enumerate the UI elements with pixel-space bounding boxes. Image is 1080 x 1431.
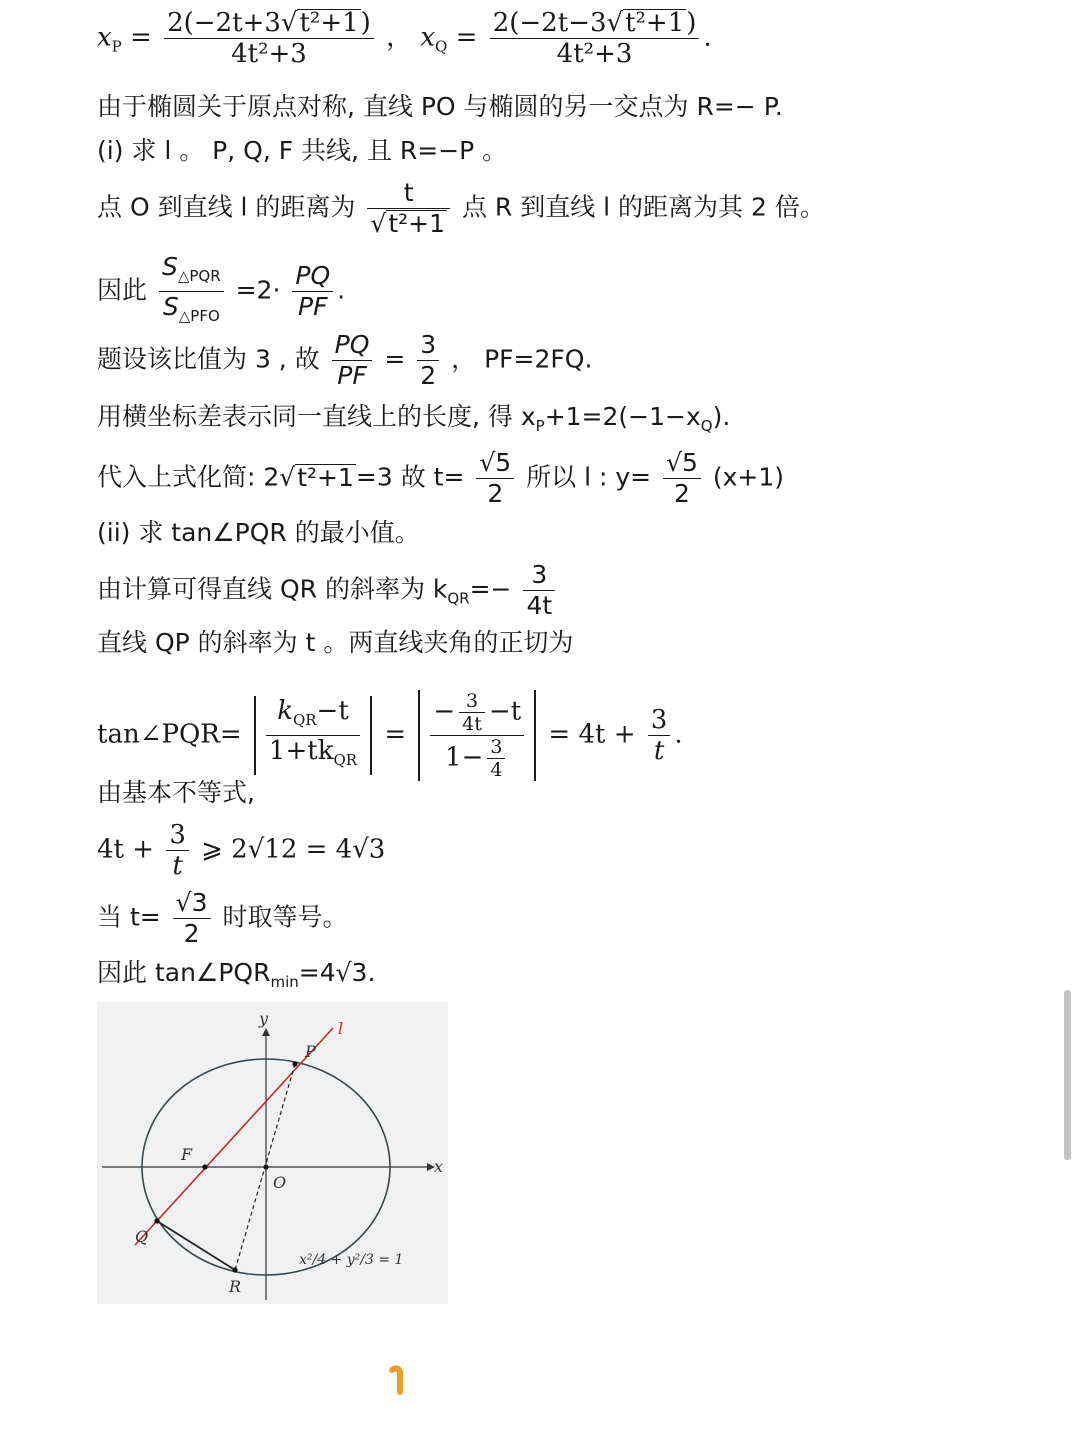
y-axis-arrow <box>262 1028 270 1036</box>
eq-num: √3 <box>173 888 211 919</box>
tan-num1-post: −t <box>316 695 349 726</box>
kqr-pre: 由计算可得直线 QR 的斜率为 k <box>97 574 448 604</box>
tan-fraction-1 <box>266 696 360 775</box>
point-r <box>232 1267 237 1272</box>
line-x-diff <box>97 402 730 441</box>
point-f <box>202 1164 207 1169</box>
xdiff-end: ). <box>712 402 731 431</box>
area-end: . <box>337 275 346 305</box>
area-fraction <box>159 252 224 331</box>
distance-den-rad: t²+1 <box>388 209 445 238</box>
pf-den: PF <box>298 292 328 321</box>
tan-den2-inner-den: 4 <box>490 759 503 781</box>
line-kqr <box>97 560 559 621</box>
line-solve-t: 代入上式化简: 2√t²+1=3 故 t= $\frac{√5}{2}$ 所以 l : y= $\frac{√5}{2}$ (x+1) <box>97 448 785 508</box>
ratio-eq: = <box>384 344 406 374</box>
concl-sub: min <box>270 973 299 991</box>
abs-1 <box>254 696 372 775</box>
tan-fraction-3 <box>648 705 671 766</box>
tan-den3: t <box>653 736 665 766</box>
tan-fraction-2 <box>430 690 524 781</box>
marker-svg <box>388 1364 410 1398</box>
tan-num3: 3 <box>648 705 671 736</box>
label-o: O <box>273 1173 287 1192</box>
xp-num-post: ) <box>360 8 371 38</box>
xq-den: 4t²+3 <box>556 39 633 69</box>
xq-num-pre: 2(−2t <box>492 8 569 38</box>
label-y: y <box>259 1009 269 1028</box>
solve-pre: 代入上式化简: 2 <box>97 462 280 492</box>
xp-num-rad: t²+1 <box>299 8 359 38</box>
line-tan-formula <box>97 690 683 781</box>
label-x: x <box>434 1157 444 1176</box>
line-inequality <box>97 820 385 881</box>
xp-num-mid: +3 <box>242 8 281 38</box>
slope-den: 2 <box>674 479 690 508</box>
orange-marker-stroke <box>388 1364 410 1402</box>
line-area-ratio <box>97 252 345 331</box>
area-mid: =2· <box>235 275 281 305</box>
eq-pre: 当 t= <box>97 902 161 932</box>
xdiff-mid: +1=2(−1−x <box>544 402 701 431</box>
xq-num-mid: −3 <box>568 8 607 38</box>
kqr-sub: QR <box>447 589 470 608</box>
xp-num-pre: 2(−2t <box>167 8 243 38</box>
solve-mid2: 所以 l : y= <box>526 462 652 492</box>
ratio-value-num: 3 <box>417 330 439 361</box>
label-q: Q <box>135 1227 149 1246</box>
xdiff-sub1: P <box>535 417 545 435</box>
tan-pre: tan∠PQR= <box>97 719 242 750</box>
line-qp-slope: 直线 QP 的斜率为 t 。两直线夹角的正切为 <box>97 628 574 657</box>
pq-pf-fraction <box>292 261 333 322</box>
tan-num2-inner <box>459 690 485 735</box>
line-conclusion <box>97 958 375 997</box>
label-f: F <box>181 1145 193 1164</box>
line-l <box>135 1028 333 1245</box>
ineq-num: 3 <box>166 820 189 851</box>
kqr-den: 4t <box>526 591 553 620</box>
line-part-ii: (ii) 求 tan∠PQR 的最小值。 <box>97 518 420 547</box>
xq-label: x <box>420 22 436 53</box>
tan-eq: = <box>384 719 407 750</box>
t-value-num: √5 <box>476 448 514 479</box>
xp-sub: P <box>111 37 122 56</box>
solve-end: (x+1) <box>712 462 785 492</box>
distance-pre: 点 O 到直线 l 的距离为 <box>97 192 356 222</box>
end-dot: . <box>703 22 712 53</box>
tan-post: = 4t + <box>548 719 636 750</box>
ineq-post: ⩾ 2√12 = 4√3 <box>201 834 386 865</box>
eq-fraction <box>173 888 211 949</box>
abs-2 <box>418 690 536 781</box>
solve-mid: =3 故 t= <box>355 462 465 492</box>
label-equation: x²/4 + y²/3 = 1 <box>299 1252 404 1268</box>
line-am-gm: 由基本不等式, <box>97 778 255 807</box>
xdiff-sub2: Q <box>700 417 713 435</box>
xp-fraction: $\frac{\text{2(−2t+3√t²+1)}}{\text{4t²+3}}$ <box>164 8 374 69</box>
distance-fraction: $\frac{t}{\text{√t²+1}}$ <box>367 178 450 239</box>
tan-den2-a: 1− <box>445 742 484 773</box>
slope-num: √5 <box>663 448 701 479</box>
label-r: R <box>229 1277 242 1296</box>
area-pre: 因此 <box>97 275 148 305</box>
ratio-num: PQ <box>334 330 370 359</box>
label-p: P <box>305 1042 316 1061</box>
xq-sub: Q <box>435 37 448 56</box>
tan-den2-inner <box>487 736 505 781</box>
ratio-den: PF <box>337 361 367 390</box>
t-value-den: 2 <box>487 479 504 508</box>
point-p <box>292 1061 297 1066</box>
ratio-value-den: 2 <box>420 361 437 390</box>
ratio-pre: 题设该比值为 3 , 故 <box>97 344 320 374</box>
label-l: l <box>338 1019 344 1038</box>
area-num: S <box>161 252 178 281</box>
ratio-fraction <box>332 330 373 391</box>
distance-num: t <box>367 178 450 209</box>
line-ratio-given <box>97 330 592 391</box>
point-q <box>154 1218 159 1223</box>
ratio-post: ， PF=2FQ. <box>451 344 593 374</box>
slope-fraction <box>663 448 701 509</box>
ineq-den: t <box>172 851 183 881</box>
pq-num: PQ <box>295 261 331 290</box>
marker-path <box>392 1368 400 1392</box>
eq-den: 2 <box>183 919 200 948</box>
ineq-fraction <box>166 820 189 881</box>
line-part-i: (i) 求 l 。 P, Q, F 共线, 且 R=−P 。 <box>97 136 508 165</box>
tan-num1: k <box>277 695 293 726</box>
distance-post: 点 R 到直线 l 的距离为其 2 倍。 <box>461 192 825 222</box>
tan-num2-inner-num: 3 <box>459 690 485 713</box>
ratio-value <box>417 330 439 391</box>
xdiff-pre: 用横坐标差表示同一直线上的长度, 得 x <box>97 402 536 431</box>
ineq-pre: 4t + <box>97 834 155 865</box>
t-value-fraction <box>476 448 514 509</box>
xq-num-rad: t²+1 <box>625 8 685 38</box>
kqr-mid: =− <box>469 574 512 604</box>
tan-num2-inner-den: 4t <box>462 713 482 735</box>
tan-den1: 1+tk <box>268 736 334 766</box>
concl-text: 因此 tan∠PQR <box>97 958 271 987</box>
tan-num1-sub: QR <box>292 711 317 729</box>
tan-den2-inner-num: 3 <box>487 736 505 759</box>
xp-xq-formula: $x_P$ = $\frac{\text{2(−2t+3√t²+1)}}{\text{4t²+3}}$ ， $x_Q$ = $\frac{\text{2(−2t−3√t²+1)}}{\text{4t²+3}}$ . <box>97 8 712 69</box>
xq-fraction: $\frac{\text{2(−2t−3√t²+1)}}{\text{4t²+3}}$ <box>490 8 700 69</box>
figure-svg <box>97 1002 448 1304</box>
kqr-num: 3 <box>523 560 555 591</box>
line-equality <box>97 888 347 949</box>
line-distance <box>97 178 825 239</box>
area-num-sub: △PQR <box>177 267 221 285</box>
sep: ， <box>386 22 413 53</box>
xq-num-post: ) <box>686 8 697 38</box>
kqr-fraction <box>523 560 555 621</box>
xp-den: 4t²+3 <box>231 39 307 69</box>
tan-num2-b: −t <box>488 696 522 727</box>
tan-num2-a: − <box>433 696 456 727</box>
scrollbar[interactable] <box>1064 990 1071 1160</box>
area-den-sub: △PFO <box>178 307 220 325</box>
ellipse-figure <box>97 1002 448 1304</box>
segment-qr <box>157 1221 235 1270</box>
xp-label: x <box>97 22 112 53</box>
concl-end: =4√3. <box>298 958 376 987</box>
eq-post: 时取等号。 <box>222 902 348 932</box>
solve-rad: t²+1 <box>297 462 354 492</box>
tan-end: . <box>674 719 683 750</box>
point-o <box>263 1164 268 1169</box>
tan-den1-sub: QR <box>333 751 358 770</box>
line-symmetry: 由于椭圆关于原点对称, 直线 PO 与椭圆的另一交点为 R=− P. <box>97 92 783 121</box>
area-den: S <box>162 292 179 321</box>
